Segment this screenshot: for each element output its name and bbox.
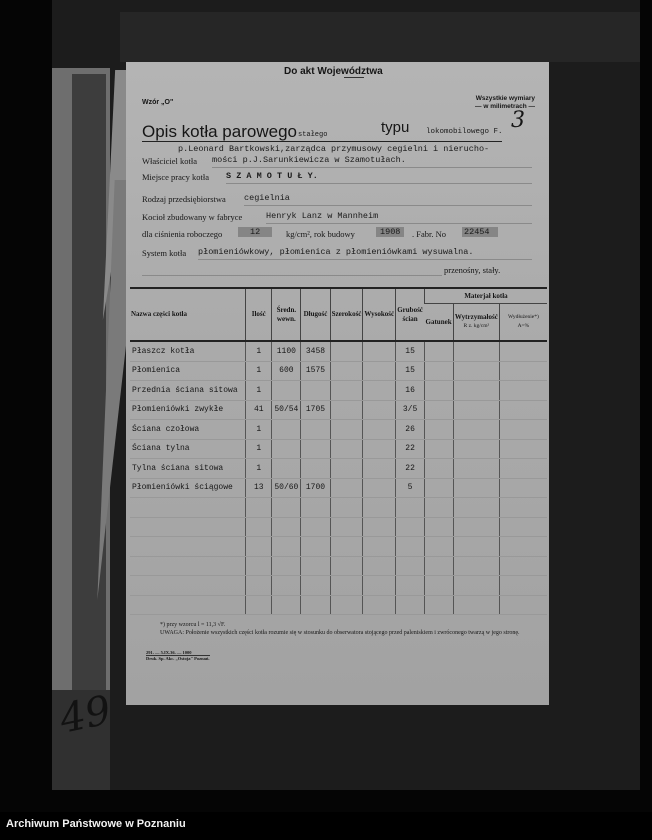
part-height [363, 537, 396, 557]
table-row [130, 595, 547, 615]
part-qty [246, 556, 272, 576]
form-line [266, 223, 532, 224]
part-height [363, 400, 396, 420]
enterprise-label: Rodzaj przedsiębiorstwa [142, 194, 226, 204]
part-strength [453, 400, 499, 420]
part-grade [425, 361, 454, 381]
part-name: Przednia ściana sitowa [130, 381, 246, 401]
part-qty [246, 595, 272, 615]
part-grade [425, 439, 454, 459]
table-row [130, 459, 547, 479]
part-thickness [396, 498, 425, 518]
system-label: System kotła [142, 248, 187, 258]
part-length [301, 595, 330, 615]
factory-value: Henryk Lanz w Mannheim [266, 211, 379, 221]
part-thickness [396, 537, 425, 557]
part-diameter: 1100 [272, 341, 301, 361]
build-year: 1908 [376, 227, 404, 237]
printer-imprint [146, 650, 210, 661]
part-name [130, 537, 246, 557]
handwritten-page-number: 3 [511, 108, 525, 133]
part-qty: 41 [246, 400, 272, 420]
owner-value-line2: mości p.J.Sarunkiewicza w Szamotułach. [212, 155, 406, 165]
part-width [330, 420, 363, 440]
part-length [301, 556, 330, 576]
part-elongation [499, 361, 547, 381]
part-qty: 1 [246, 361, 272, 381]
part-strength [453, 478, 499, 498]
part-thickness: 15 [396, 341, 425, 361]
part-grade [425, 595, 454, 615]
part-grade [425, 556, 454, 576]
part-elongation [499, 478, 547, 498]
part-diameter [272, 576, 301, 596]
part-length [301, 576, 330, 596]
part-diameter [272, 537, 301, 557]
part-name: Płomieniówki zwykłe [130, 400, 246, 420]
boiler-kind: stałego [298, 131, 328, 139]
measurement-note [475, 95, 535, 111]
boiler-parts-table [130, 287, 547, 615]
part-height [363, 556, 396, 576]
part-diameter [272, 439, 301, 459]
note: UWAGA: Położenie wszystkich części kotła rozumie się w stosunku do obserwatora stojącego przed paleniskiem i zwróconego twarzą w jego stronę. [160, 630, 520, 636]
col-header-name: Nazwa części kotła [130, 288, 246, 341]
table-row [130, 400, 547, 420]
part-diameter: 600 [272, 361, 301, 381]
part-grade [425, 420, 454, 440]
part-height [363, 498, 396, 518]
part-width [330, 459, 363, 479]
part-strength [453, 498, 499, 518]
header-underline [344, 77, 364, 78]
part-elongation [499, 400, 547, 420]
part-grade [425, 400, 454, 420]
part-strength [453, 361, 499, 381]
part-name: Płomieniówki ściągowe [130, 478, 246, 498]
part-length [301, 420, 330, 440]
part-diameter [272, 420, 301, 440]
part-width [330, 400, 363, 420]
part-width [330, 498, 363, 518]
part-name [130, 556, 246, 576]
part-diameter [272, 556, 301, 576]
part-height [363, 439, 396, 459]
col-header-wall-thickness: Grubość ścian [396, 288, 425, 341]
part-grade [425, 517, 454, 537]
part-qty [246, 537, 272, 557]
form-line [244, 205, 532, 206]
col-header-qty: Ilość [246, 288, 272, 341]
part-thickness: 5 [396, 478, 425, 498]
pressure-unit: kg/cm², rok budowy [286, 229, 355, 239]
part-grade [425, 537, 454, 557]
part-thickness [396, 517, 425, 537]
part-height [363, 517, 396, 537]
part-name [130, 595, 246, 615]
enterprise-value: cegielnia [244, 193, 290, 203]
part-width [330, 517, 363, 537]
part-strength [453, 556, 499, 576]
title-underline [142, 141, 502, 142]
part-elongation [499, 595, 547, 615]
strength-label: Wytrzymałość [454, 313, 498, 321]
strength-unit: R z. kg/cm² [463, 323, 490, 329]
type-label: typu [381, 119, 410, 136]
table-row [130, 556, 547, 576]
table-row [130, 341, 547, 361]
document-title: Opis kotła parowego [142, 122, 297, 141]
part-grade [425, 459, 454, 479]
owner-label: Właściciel kotła [142, 156, 197, 166]
part-height [363, 478, 396, 498]
owner-value-line1: p.Leonard Bartkowski,zarządca przymusowy cegielni i nierucho- [178, 144, 490, 154]
col-header-inner-diameter: Średn. wewn. [272, 288, 301, 341]
part-elongation [499, 517, 547, 537]
part-diameter: 50/54 [272, 400, 301, 420]
part-length [301, 459, 330, 479]
part-thickness: 22 [396, 439, 425, 459]
part-length: 1575 [301, 361, 330, 381]
part-diameter [272, 517, 301, 537]
col-header-material: Materjał kotła [425, 288, 547, 304]
part-length [301, 498, 330, 518]
part-thickness: 26 [396, 420, 425, 440]
part-diameter [272, 459, 301, 479]
part-length: 3458 [301, 341, 330, 361]
table-row [130, 478, 547, 498]
part-thickness [396, 576, 425, 596]
part-width [330, 576, 363, 596]
part-height [363, 595, 396, 615]
part-elongation [499, 381, 547, 401]
table-row [130, 439, 547, 459]
form-code: Wzór „O" [142, 99, 174, 106]
factory-number-label: . Fabr. No [412, 229, 446, 239]
pressure-label: dla ciśnienia roboczego [142, 229, 223, 239]
workplace-value: S Z A M O T U Ł Y. [226, 171, 318, 181]
part-width [330, 341, 363, 361]
part-elongation [499, 439, 547, 459]
table-row [130, 498, 547, 518]
part-name: Płaszcz kotła [130, 341, 246, 361]
part-elongation [499, 341, 547, 361]
part-height [363, 341, 396, 361]
part-diameter [272, 498, 301, 518]
part-width [330, 439, 363, 459]
part-qty [246, 498, 272, 518]
part-qty: 1 [246, 381, 272, 401]
part-strength [453, 420, 499, 440]
part-grade [425, 381, 454, 401]
part-qty [246, 517, 272, 537]
col-header-strength [453, 304, 499, 342]
part-qty: 1 [246, 420, 272, 440]
part-thickness: 22 [396, 459, 425, 479]
part-elongation [499, 537, 547, 557]
part-diameter [272, 381, 301, 401]
part-elongation [499, 556, 547, 576]
part-elongation [499, 498, 547, 518]
table-row [130, 537, 547, 557]
footnote: *) przy wzorcu l = 11,3 √F. [160, 622, 226, 628]
table-row [130, 576, 547, 596]
table-row [130, 381, 547, 401]
system-value: płomieniówkowy, płomienica z płomieniówkami wysuwalna. [198, 247, 474, 257]
part-width [330, 595, 363, 615]
part-width [330, 361, 363, 381]
part-name: Ściana czołowa [130, 420, 246, 440]
part-name [130, 517, 246, 537]
part-grade [425, 341, 454, 361]
part-height [363, 459, 396, 479]
part-strength [453, 459, 499, 479]
col-header-elongation [499, 304, 547, 342]
part-length [301, 381, 330, 401]
part-name [130, 498, 246, 518]
part-grade [425, 478, 454, 498]
part-name: Tylna ściana sitowa [130, 459, 246, 479]
table-row [130, 361, 547, 381]
printer-line: Druk. Sp. Akc. „Ostoja" Poznań. [146, 656, 210, 661]
part-strength [453, 595, 499, 615]
elongation-unit: A=% [517, 323, 530, 329]
form-line [142, 275, 442, 276]
part-height [363, 576, 396, 596]
part-name: Ściana tylna [130, 439, 246, 459]
type-value: lokomobilowego F. [426, 128, 503, 136]
elongation-label: Wydłużenie*) [508, 314, 539, 320]
form-line [226, 183, 532, 184]
archive-caption: Archiwum Państwowe w Poznaniu [6, 818, 186, 830]
factory-number: 22454 [462, 227, 498, 237]
part-diameter: 50/60 [272, 478, 301, 498]
part-thickness: 15 [396, 361, 425, 381]
part-elongation [499, 576, 547, 596]
part-elongation [499, 459, 547, 479]
col-header-height: Wysokość [363, 288, 396, 341]
file-tab-number: 49 [55, 687, 116, 743]
factory-label: Kocioł zbudowany w fabryce [142, 212, 243, 222]
printer-line: 291. — 5.IX.36. — 1000 [146, 650, 192, 655]
file-tab [52, 687, 116, 790]
part-height [363, 361, 396, 381]
part-length [301, 537, 330, 557]
form-line [212, 167, 532, 168]
part-width [330, 556, 363, 576]
part-name: Płomienica [130, 361, 246, 381]
col-header-width: Szerokość [330, 288, 363, 341]
part-length [301, 439, 330, 459]
part-grade [425, 576, 454, 596]
backing-board-top [120, 12, 640, 62]
part-width [330, 537, 363, 557]
part-strength [453, 439, 499, 459]
part-thickness [396, 556, 425, 576]
table-row [130, 420, 547, 440]
part-strength [453, 341, 499, 361]
workplace-label: Miejsce pracy kotła [142, 172, 210, 182]
part-strength [453, 576, 499, 596]
part-strength [453, 381, 499, 401]
measurement-note-line: — w milimetrach — [475, 103, 535, 110]
part-strength [453, 537, 499, 557]
table-row [130, 517, 547, 537]
part-qty: 1 [246, 439, 272, 459]
part-qty [246, 576, 272, 596]
part-qty: 1 [246, 341, 272, 361]
part-thickness: 3/5 [396, 400, 425, 420]
form-line [198, 259, 532, 260]
part-diameter [272, 595, 301, 615]
part-length: 1705 [301, 400, 330, 420]
part-thickness: 16 [396, 381, 425, 401]
col-header-grade: Gatunek [425, 317, 452, 326]
part-length [301, 517, 330, 537]
measurement-note-line: Wszystkie wymiary [475, 95, 535, 102]
part-thickness [396, 595, 425, 615]
part-length: 1700 [301, 478, 330, 498]
part-width [330, 478, 363, 498]
part-strength [453, 517, 499, 537]
col-header-length: Długość [301, 288, 330, 341]
part-grade [425, 498, 454, 518]
part-name [130, 576, 246, 596]
archive-header: Do akt Województwa [284, 66, 383, 77]
part-qty: 1 [246, 459, 272, 479]
pressure-value: 12 [238, 227, 272, 237]
part-qty: 13 [246, 478, 272, 498]
part-elongation [499, 420, 547, 440]
part-height [363, 381, 396, 401]
system-note: przenośny, stały. [444, 265, 501, 275]
part-height [363, 420, 396, 440]
document-page [126, 62, 549, 705]
part-width [330, 381, 363, 401]
